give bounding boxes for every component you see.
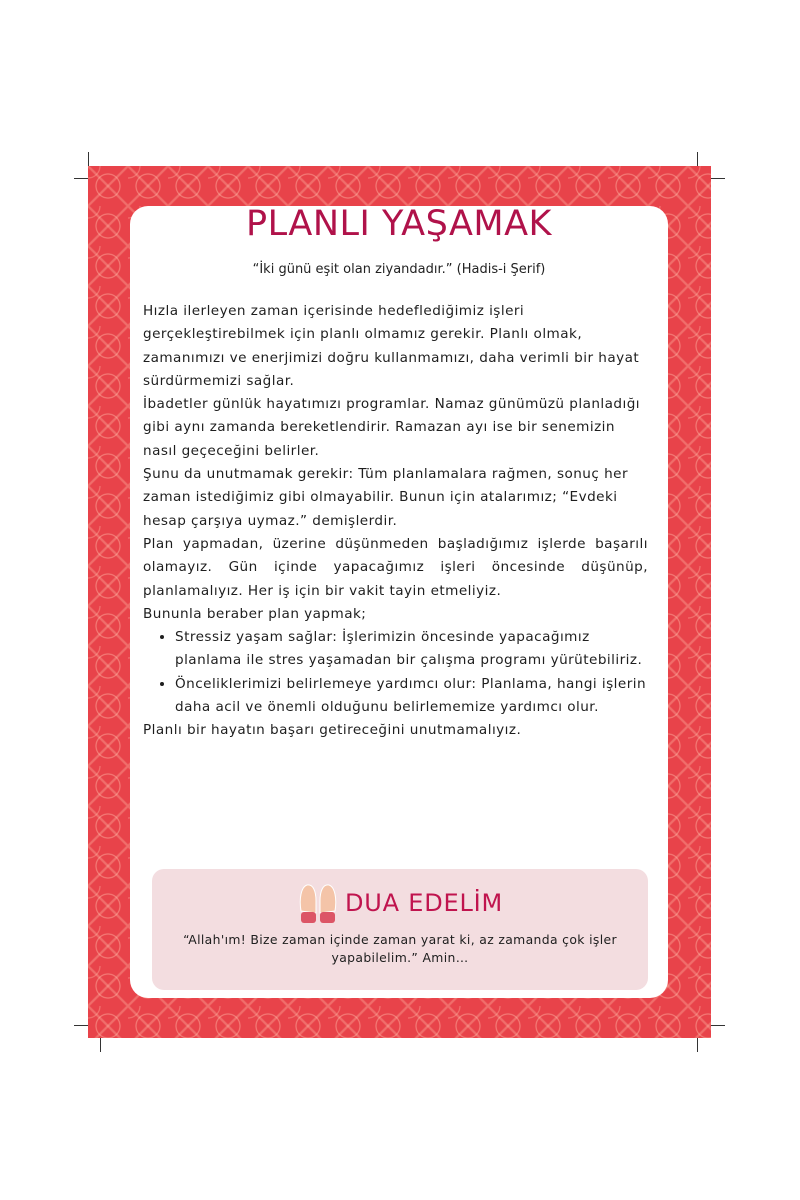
- paragraph: Bununla beraber plan yapmak;: [143, 605, 367, 622]
- crop-mark: [697, 152, 698, 166]
- crop-mark: [74, 1025, 88, 1026]
- dua-header: [152, 881, 648, 925]
- crop-mark: [711, 1025, 725, 1026]
- crop-mark: [100, 1038, 101, 1052]
- bullet-list: [143, 626, 648, 719]
- page-title: PLANLI YAŞAMAK: [246, 204, 552, 244]
- crop-mark: [711, 178, 725, 179]
- paragraph: Şunu da unutmamak gerekir: Tüm planlamalara rağmen, sonuç her zaman istediğimiz gibi olmayabilir. Bunun için atalarımız; “Evdeki hesap çarşıya uymaz.” demişlerdir.: [143, 466, 628, 529]
- paragraph: Plan yapmadan, üzerine düşünmeden başladığımız işlerde başarılı olamayız. Gün içinde yapacağımız işleri öncesinde düşünüp, planlamalıyız. Her iş için bir vakit tayin etmeliyiz.: [143, 535, 648, 599]
- crop-mark: [74, 178, 88, 179]
- crop-mark: [697, 1038, 698, 1052]
- crop-mark: [88, 152, 89, 166]
- list-item: • Önceliklerimizi belirlemeye yardımcı olur: Planlama, hangi işlerin daha acil ve önemli olduğunu belirlememize yardımcı olur.: [175, 673, 648, 720]
- dua-title: DUA EDELİM: [344, 889, 504, 917]
- list-item: • Stressiz yaşam sağlar: İşlerimizin öncesinde yapacağımız planlama ile stres yaşamadan bir çalışma programı yürütebiliriz.: [175, 626, 648, 673]
- closing-sentence: Planlı bir hayatın başarı getireceğini unutmamalıyız.: [143, 722, 522, 739]
- praying-hands-icon: [297, 881, 339, 925]
- hadith-quote: “İki günü eşit olan ziyandadır.” (Hadis-i Şerif): [252, 262, 546, 277]
- dua-box: [152, 869, 648, 990]
- paragraph: İbadetler günlük hayatımızı programlar. Namaz günümüzü planladığı gibi aynı zamanda bereketlendirir. Ramazan ayı ise bir senemizin nasıl geçeceğini belirler.: [143, 396, 641, 459]
- paragraph: Hızla ilerleyen zaman içerisinde hedeflediğimiz işleri gerçekleştirebilmek için planlı olmamız gerekir. Planlı olmak, zamanımızı ve enerjimizi doğru kullanmamızı, daha verimli bir hayat sürdürmemizi sağlar.: [143, 303, 640, 389]
- dua-text: “Allah'ım! Bize zaman içinde zaman yarat ki, az zamanda çok işler yapabilelim.” Amin…: [183, 932, 617, 965]
- article-body: [143, 300, 648, 743]
